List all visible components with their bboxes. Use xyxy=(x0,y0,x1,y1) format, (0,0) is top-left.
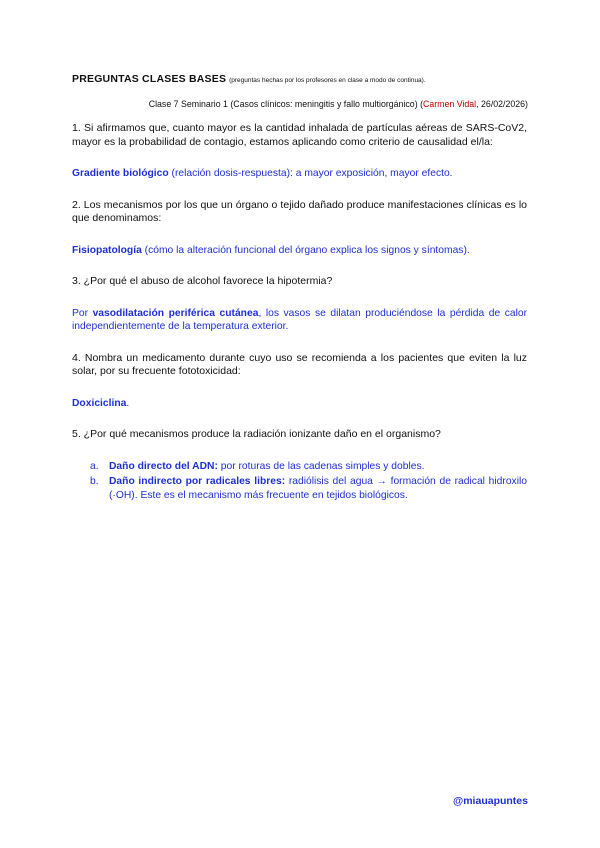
answer-2 xyxy=(72,244,527,258)
answer-3 xyxy=(72,307,527,334)
question-2: 2. Los mecanismos por los que un órgano o tejido dañado produce manifestaciones clínicas es lo que denominamos: xyxy=(72,198,527,224)
answer-1-text: (relación dosis-respuesta): a mayor exposición, mayor efecto. xyxy=(168,168,453,179)
list-marker: a. xyxy=(90,460,99,472)
document-title xyxy=(72,72,542,88)
answer-5-list xyxy=(72,460,527,503)
class-info-prefix: Clase 7 Seminario 1 (Casos clínicos: meningitis y fallo multiorgánico) ( xyxy=(148,99,423,109)
list-item-text: por roturas de las cadenas simples y dobles. xyxy=(217,460,425,472)
title-main: PREGUNTAS CLASES BASES xyxy=(72,73,227,85)
author-name: Carmen Vidal xyxy=(423,99,477,109)
class-info xyxy=(149,98,528,110)
author-handle: @miauapuntes xyxy=(452,795,528,807)
question-3: 3. ¿Por qué el abuso de alcohol favorece la hipotermia? xyxy=(72,275,333,287)
list-item-text: radiólisis del agua → formación de radical hidroxilo (·OH). Este es el mecanismo más frecuente en tejidos biológicos. xyxy=(109,476,527,501)
answer-4 xyxy=(72,397,527,411)
list-item-bold: Daño directo del ADN: xyxy=(109,460,218,472)
list-marker: b. xyxy=(90,476,99,487)
class-info-suffix: , 26/02/2026) xyxy=(476,99,528,109)
answer-4-text: . xyxy=(126,397,130,409)
answer-3-bold: vasodilatación periférica cutánea xyxy=(92,307,259,319)
title-note: (preguntas hechas por los profesores en clase a modo de continua). xyxy=(229,77,426,84)
list-item xyxy=(72,475,527,502)
answer-1 xyxy=(72,167,527,181)
list-item-bold: Daño indirecto por radicales libres: xyxy=(109,476,286,487)
answer-3-pre: Por xyxy=(72,307,93,319)
question-1: 1. Si afirmamos que, cuanto mayor es la cantidad inhalada de partículas aéreas de SARS-CoV2, mayor es la probabilidad de contagio, estamos aplicando como criterio de causalidad el/la: xyxy=(72,122,527,148)
questions-content xyxy=(72,122,527,504)
answer-3-text: , los vasos se dilatan produciéndose la pérdida de calor independientemente de la temperatura exterior. xyxy=(72,307,528,332)
answer-1-bold: Gradiente biológico xyxy=(72,168,169,179)
list-item xyxy=(72,460,527,474)
answer-4-bold: Doxiciclina xyxy=(72,397,127,409)
question-5: 5. ¿Por qué mecanismos produce la radiación ionizante daño en el organismo? xyxy=(72,428,441,440)
answer-2-text: (cómo la alteración funcional del órgano explica los signos y síntomas). xyxy=(141,244,470,256)
question-4: 4. Nombra un medicamento durante cuyo uso se recomienda a los pacientes que eviten la luz solar, por su frecuente fototoxicidad: xyxy=(72,351,527,377)
answer-2-bold: Fisiopatología xyxy=(72,244,142,256)
